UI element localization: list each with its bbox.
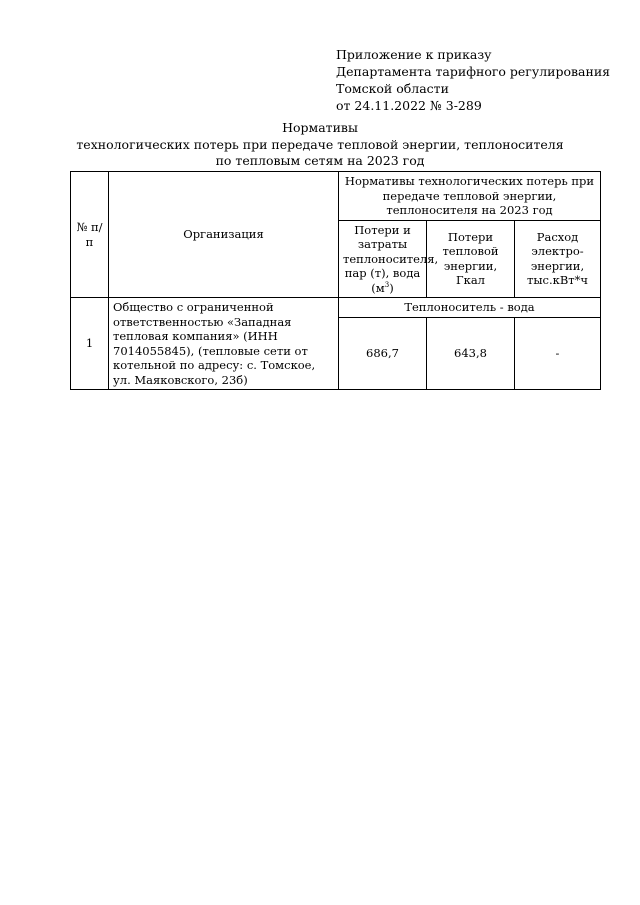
title-line: Нормативы	[282, 120, 358, 135]
table-row	[71, 298, 601, 318]
row-num: 1	[71, 298, 109, 390]
title-line: по тепловым сетям на 2023 год	[215, 153, 425, 168]
table-header-row	[71, 172, 601, 221]
header-coolant-losses: Потери и затраты теплоносителя, пар (т), вода $(м^3)$	[339, 220, 427, 298]
appendix-block	[336, 46, 610, 114]
value-electricity: -	[515, 317, 601, 389]
document-title	[0, 120, 640, 170]
value-heat-losses: 643,8	[427, 317, 515, 389]
appendix-line: от 24.11.2022 № 3-289	[336, 98, 482, 113]
appendix-line: Томской области	[336, 81, 449, 96]
header-norms-group: Нормативы технологических потерь при передаче тепловой энергии, теплоносителя на 2023 год	[339, 172, 601, 221]
header-heat-losses: Потери тепловой энергии, Гкал	[427, 220, 515, 298]
appendix-line: Департамента тарифного регулирования	[336, 64, 611, 79]
appendix-line: Приложение к приказу	[336, 47, 492, 62]
row-coolant-type: Теплоноситель - вода	[339, 298, 601, 318]
row-organization: Общество с ограниченной ответственностью «Западная тепловая компания» (ИНН 7014055845), (тепловые сети от котельной по адресу: с. Томское, ул. Маяковского, 23б)	[109, 298, 339, 390]
norms-table	[70, 171, 601, 390]
value-coolant-losses: 686,7	[339, 317, 427, 389]
header-num: № п/п	[71, 172, 109, 298]
title-line: технологических потерь при передаче тепловой энергии, теплоносителя	[76, 136, 564, 152]
header-electricity: Расход электро-энергии, тыс.кВт*ч	[515, 220, 601, 298]
header-organization: Организация	[109, 172, 339, 298]
